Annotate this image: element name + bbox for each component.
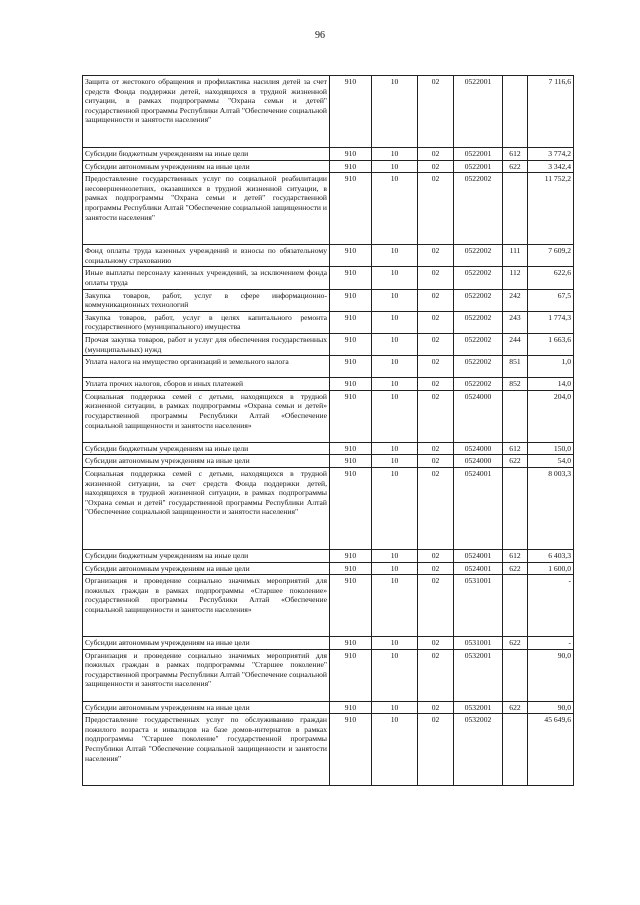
amount: 1 774,3 [528, 311, 574, 333]
table-row [83, 467, 574, 549]
expense-type-code: 242 [503, 289, 528, 311]
ministry-code: 910 [330, 649, 372, 701]
row-name: Социальная поддержка семей с детьми, находящихся в трудной жизненной ситуации, за счет средств Фонда поддержки детей, находящихся в трудной жизненной ситуации, в рамках подпрограммы "Охрана семьи и детей" государственной программы Республики Алтай "Обеспечение социальной защищенности и занятости населения" [83, 467, 330, 549]
amount: - [528, 575, 574, 637]
amount: 7 116,6 [528, 76, 574, 148]
amount: 8 003,3 [528, 467, 574, 549]
target-article-code: 0524000 [454, 442, 503, 455]
row-name: Субсидии автономным учреждениям на иные цели [83, 562, 330, 575]
amount: 90,0 [528, 701, 574, 714]
table-row [83, 311, 574, 333]
amount: 6 403,3 [528, 549, 574, 562]
expense-type-code: 612 [503, 148, 528, 161]
table-row [83, 333, 574, 355]
table-row [83, 549, 574, 562]
ministry-code: 910 [330, 356, 372, 378]
subsection-code: 02 [418, 378, 454, 391]
expense-type-code [503, 714, 528, 786]
subsection-code: 02 [418, 714, 454, 786]
subsection-code: 02 [418, 289, 454, 311]
amount: 11 752,2 [528, 173, 574, 245]
table-body [83, 76, 574, 786]
row-name: Фонд оплаты труда казенных учреждений и взносы по обязательному социальному страхованию [83, 245, 330, 267]
row-name: Субсидии автономным учреждениям на иные цели [83, 160, 330, 173]
ministry-code: 910 [330, 76, 372, 148]
ministry-code: 910 [330, 160, 372, 173]
expense-type-code: 622 [503, 562, 528, 575]
table-row [83, 575, 574, 637]
expense-type-code: 112 [503, 267, 528, 289]
table-row [83, 637, 574, 650]
ministry-code: 910 [330, 575, 372, 637]
amount: 54,0 [528, 455, 574, 468]
row-name: Предоставление государственных услуг по обслуживанию граждан пожилого возраста и инвалидов на базе домов-интернатов в рамках подпрограммы "Старшее поколение" государственной программы Республики Алтай "Обеспечение социальной защищенности и занятости населения" [83, 714, 330, 786]
expense-type-code: 243 [503, 311, 528, 333]
section-code: 10 [372, 649, 418, 701]
table-row [83, 76, 574, 148]
table-row [83, 714, 574, 786]
row-name: Организация и проведение социально значимых мероприятий для пожилых граждан в рамках подпрограммы "Старшее поколение" государственной программы Республики Алтай "Обеспечение социальной защищенности и занятости населения" [83, 649, 330, 701]
table-row [83, 378, 574, 391]
target-article-code: 0524001 [454, 467, 503, 549]
amount: 1 600,0 [528, 562, 574, 575]
expense-type-code: 612 [503, 549, 528, 562]
ministry-code: 910 [330, 714, 372, 786]
amount: 1 663,6 [528, 333, 574, 355]
section-code: 10 [372, 378, 418, 391]
amount: 90,0 [528, 649, 574, 701]
table-row [83, 148, 574, 161]
expense-type-code [503, 467, 528, 549]
section-code: 10 [372, 148, 418, 161]
subsection-code: 02 [418, 173, 454, 245]
subsection-code: 02 [418, 455, 454, 468]
subsection-code: 02 [418, 562, 454, 575]
section-code: 10 [372, 245, 418, 267]
ministry-code: 910 [330, 148, 372, 161]
amount: 67,5 [528, 289, 574, 311]
ministry-code: 910 [330, 549, 372, 562]
row-name: Защита от жестокого обращения и профилактика насилия детей за счет средств Фонда поддержки детей, находящихся в трудной жизненной ситуации, в рамках подпрограммы "Охрана семьи и детей" государственной программы Республики Алтай "Обеспечение социальной защищенности и занятости населения" [83, 76, 330, 148]
amount: 622,6 [528, 267, 574, 289]
row-name: Организация и проведение социально значимых мероприятий для пожилых граждан в рамках подпрограммы «Старшее поколение» государственной программы Республики Алтай «Обеспечение социальной защищенности и занятости населения» [83, 575, 330, 637]
expense-type-code [503, 575, 528, 637]
table-row [83, 173, 574, 245]
target-article-code: 0522002 [454, 333, 503, 355]
subsection-code: 02 [418, 701, 454, 714]
amount: 204,0 [528, 390, 574, 442]
ministry-code: 910 [330, 562, 372, 575]
row-name: Субсидии бюджетным учреждениям на иные цели [83, 442, 330, 455]
target-article-code: 0531001 [454, 637, 503, 650]
amount: 150,0 [528, 442, 574, 455]
subsection-code: 02 [418, 245, 454, 267]
table-row [83, 390, 574, 442]
subsection-code: 02 [418, 637, 454, 650]
ministry-code: 910 [330, 311, 372, 333]
table-row [83, 245, 574, 267]
ministry-code: 910 [330, 378, 372, 391]
subsection-code: 02 [418, 76, 454, 148]
target-article-code: 0522001 [454, 160, 503, 173]
section-code: 10 [372, 637, 418, 650]
subsection-code: 02 [418, 549, 454, 562]
table-row [83, 562, 574, 575]
expense-type-code: 622 [503, 637, 528, 650]
row-name: Прочая закупка товаров, работ и услуг для обеспечения государственных (муниципальных) нужд [83, 333, 330, 355]
expense-type-code [503, 649, 528, 701]
ministry-code: 910 [330, 467, 372, 549]
row-name: Субсидии автономным учреждениям на иные цели [83, 455, 330, 468]
target-article-code: 0524000 [454, 390, 503, 442]
section-code: 10 [372, 714, 418, 786]
row-name: Предоставление государственных услуг по социальной реабилитации несовершеннолетних, оказавшихся в трудной жизненной ситуации, в рамках подпрограммы "Охрана семьи и детей" государственной программы Республики Алтай "Обеспечение социальной защищенности и занятости населения" [83, 173, 330, 245]
amount: 1,0 [528, 356, 574, 378]
table-row [83, 289, 574, 311]
table-row [83, 267, 574, 289]
target-article-code: 0532002 [454, 714, 503, 786]
target-article-code: 0522002 [454, 378, 503, 391]
subsection-code: 02 [418, 442, 454, 455]
section-code: 10 [372, 289, 418, 311]
target-article-code: 0522002 [454, 311, 503, 333]
target-article-code: 0522002 [454, 245, 503, 267]
subsection-code: 02 [418, 649, 454, 701]
row-name: Иные выплаты персоналу казенных учреждений, за исключением фонда оплаты труда [83, 267, 330, 289]
amount: 14,0 [528, 378, 574, 391]
section-code: 10 [372, 701, 418, 714]
section-code: 10 [372, 333, 418, 355]
section-code: 10 [372, 160, 418, 173]
ministry-code: 910 [330, 442, 372, 455]
expense-type-code [503, 390, 528, 442]
table-row [83, 649, 574, 701]
subsection-code: 02 [418, 356, 454, 378]
target-article-code: 0522001 [454, 148, 503, 161]
section-code: 10 [372, 173, 418, 245]
expense-type-code [503, 76, 528, 148]
section-code: 10 [372, 455, 418, 468]
subsection-code: 02 [418, 148, 454, 161]
ministry-code: 910 [330, 333, 372, 355]
target-article-code: 0522001 [454, 76, 503, 148]
section-code: 10 [372, 562, 418, 575]
section-code: 10 [372, 467, 418, 549]
subsection-code: 02 [418, 575, 454, 637]
amount: 7 609,2 [528, 245, 574, 267]
section-code: 10 [372, 549, 418, 562]
subsection-code: 02 [418, 390, 454, 442]
subsection-code: 02 [418, 333, 454, 355]
amount: 45 649,6 [528, 714, 574, 786]
subsection-code: 02 [418, 311, 454, 333]
section-code: 10 [372, 442, 418, 455]
row-name: Субсидии автономным учреждениям на иные цели [83, 701, 330, 714]
table-row [83, 356, 574, 378]
section-code: 10 [372, 390, 418, 442]
subsection-code: 02 [418, 160, 454, 173]
ministry-code: 910 [330, 245, 372, 267]
target-article-code: 0522002 [454, 356, 503, 378]
amount: - [528, 637, 574, 650]
expense-type-code: 244 [503, 333, 528, 355]
ministry-code: 910 [330, 455, 372, 468]
amount: 3 774,2 [528, 148, 574, 161]
section-code: 10 [372, 267, 418, 289]
expense-type-code [503, 173, 528, 245]
ministry-code: 910 [330, 637, 372, 650]
row-name: Социальная поддержка семей с детьми, находящихся в трудной жизненной ситуации, в рамках подпрограммы «Охрана семьи и детей» государственной программы Республики Алтай «Обеспечение социальной защищенности и занятости населения» [83, 390, 330, 442]
target-article-code: 0524001 [454, 562, 503, 575]
table-row [83, 455, 574, 468]
target-article-code: 0524001 [454, 549, 503, 562]
row-name: Уплата налога на имущество организаций и земельного налога [83, 356, 330, 378]
ministry-code: 910 [330, 390, 372, 442]
budget-table [82, 75, 574, 786]
subsection-code: 02 [418, 467, 454, 549]
expense-type-code: 111 [503, 245, 528, 267]
ministry-code: 910 [330, 173, 372, 245]
expense-type-code: 852 [503, 378, 528, 391]
row-name: Закупка товаров, работ, услуг в сфере информационно-коммуникационных технологий [83, 289, 330, 311]
amount: 3 342,4 [528, 160, 574, 173]
target-article-code: 0522002 [454, 173, 503, 245]
target-article-code: 0532001 [454, 701, 503, 714]
target-article-code: 0522002 [454, 267, 503, 289]
ministry-code: 910 [330, 701, 372, 714]
target-article-code: 0524000 [454, 455, 503, 468]
section-code: 10 [372, 575, 418, 637]
ministry-code: 910 [330, 289, 372, 311]
table-row [83, 701, 574, 714]
row-name: Субсидии бюджетным учреждениям на иные цели [83, 549, 330, 562]
target-article-code: 0522002 [454, 289, 503, 311]
target-article-code: 0532001 [454, 649, 503, 701]
table-row [83, 160, 574, 173]
section-code: 10 [372, 76, 418, 148]
expense-type-code: 851 [503, 356, 528, 378]
row-name: Субсидии бюджетным учреждениям на иные цели [83, 148, 330, 161]
expense-type-code: 622 [503, 701, 528, 714]
page-number: 96 [315, 30, 325, 41]
expense-type-code: 622 [503, 160, 528, 173]
subsection-code: 02 [418, 267, 454, 289]
ministry-code: 910 [330, 267, 372, 289]
row-name: Уплата прочих налогов, сборов и иных платежей [83, 378, 330, 391]
table-row [83, 442, 574, 455]
row-name: Субсидии автономным учреждениям на иные цели [83, 637, 330, 650]
expense-type-code: 622 [503, 455, 528, 468]
row-name: Закупка товаров, работ, услуг в целях капитального ремонта государственного (муниципального) имущества [83, 311, 330, 333]
section-code: 10 [372, 311, 418, 333]
expense-type-code: 612 [503, 442, 528, 455]
target-article-code: 0531001 [454, 575, 503, 637]
section-code: 10 [372, 356, 418, 378]
